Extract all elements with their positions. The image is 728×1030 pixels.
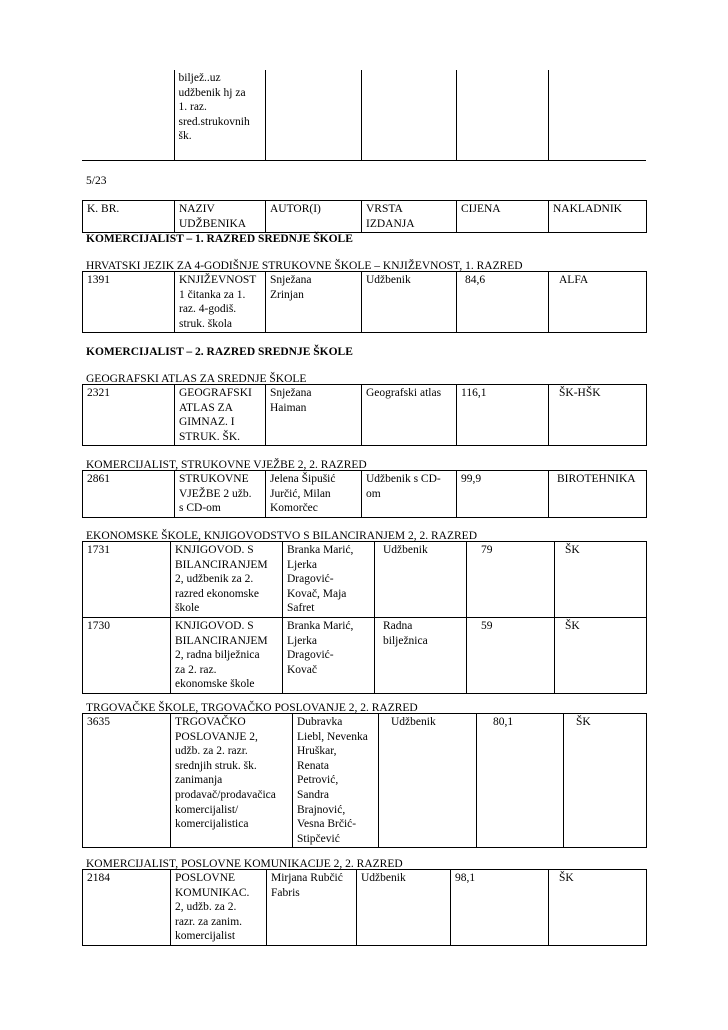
table-row: [83, 714, 647, 848]
header-table: [82, 200, 647, 233]
col-kbr: K. BR.: [83, 201, 175, 233]
cell-naziv: KNJIGOVOD. S BILANCIRANJEM 2, radna bilježnica za 2. raz. ekonomske škole: [171, 617, 283, 693]
cell-naziv: POSLOVNE KOMUNIKAC. 2, udžb. za 2. razr. za zanim. komercijalist: [171, 870, 267, 946]
cell-cijena: 79: [467, 542, 555, 618]
section-title: KOMERCIJALIST, POSLOVNE KOMUNIKACIJE 2, 2. RAZRED: [86, 858, 403, 870]
table-row: [82, 70, 646, 160]
header-row: [83, 201, 647, 233]
cell-autor: Snježana Haiman: [266, 385, 362, 446]
cell-nakladnik: ŠK-HŠK: [549, 385, 647, 446]
cell-cijena: 99,9: [457, 471, 549, 518]
cell-kbr: 1391: [83, 272, 175, 333]
section-title: KOMERCIJALIST – 1. RAZRED SREDNJE ŠKOLE: [86, 233, 353, 245]
cell-cijena: 116,1: [457, 385, 549, 446]
cell-nakladnik: ŠK: [555, 542, 647, 618]
cell-naziv: STRUKOVNE VJEŽBE 2 užb. s CD-om: [175, 471, 266, 518]
col-cijena: CIJENA: [457, 201, 549, 233]
cell-kbr: 1730: [83, 617, 171, 693]
col-vrsta: VRSTA IZDANJA: [362, 201, 457, 233]
section-title: HRVATSKI JEZIK ZA 4-GODIŠNJE STRUKOVNE ŠKOLE – KNJIŽEVNOST, 1. RAZRED: [86, 260, 523, 272]
cell-naziv: KNJIGOVOD. S BILANCIRANJEM 2, udžbenik za 2. razred ekonomske škole: [171, 542, 283, 618]
cell-naziv: TRGOVAČKO POSLOVANJE 2, udžb. za 2. razr. srednjih struk. šk. zanimanja prodavač/prodavačica komercijalist/ komercijalistica: [171, 714, 293, 848]
cell-cijena: 84,6: [457, 272, 549, 333]
table-row: [83, 272, 647, 333]
cell-autor: Branka Marić, Ljerka Dragović- Kovač, Maja Safret: [283, 542, 375, 618]
section-title: EKONOMSKE ŠKOLE, KNJIGOVODSTVO S BILANCIRANJEM 2, 2. RAZRED: [86, 530, 478, 542]
cell-vrsta: Radna bilježnica: [375, 617, 467, 693]
cell-autor: Jelena Šipušić Jurčić, Milan Komorčec: [266, 471, 362, 518]
table-row: [83, 870, 647, 946]
cell-nakladnik: ALFA: [549, 272, 647, 333]
cell-vrsta: Udžbenik s CD- om: [362, 471, 457, 518]
page-ref: 5/23: [86, 175, 107, 187]
cell-nakladnik: ŠK: [549, 870, 647, 946]
section-title: KOMERCIJALIST – 2. RAZRED SREDNJE ŠKOLE: [86, 346, 353, 358]
cell-autor: Dubravka Liebl, Nevenka Hruškar, Renata Petrović, Sandra Brajnović, Vesna Brčić- Stipčević: [293, 714, 379, 848]
section-title: KOMERCIJALIST, STRUKOVNE VJEŽBE 2, 2. RAZRED: [86, 459, 367, 471]
cell-vrsta: Udžbenik: [357, 870, 451, 946]
table-row: [83, 385, 647, 446]
cell-autor: Mirjana Rubčić Fabris: [267, 870, 357, 946]
table-row: [83, 617, 647, 693]
book-table: [82, 470, 647, 518]
book-table: [82, 869, 647, 946]
book-table: [82, 713, 647, 848]
cell-vrsta: Geografski atlas: [362, 385, 457, 446]
table-row: [83, 471, 647, 518]
cell-naziv: biljež..uz udžbenik hj za 1. raz. sred.strukovnih šk.: [174, 70, 265, 160]
table-row: [83, 542, 647, 618]
col-autor: AUTOR(I): [266, 201, 362, 233]
cell-nakladnik: ŠK: [555, 617, 647, 693]
cell-kbr: 2184: [83, 870, 171, 946]
top-fragment-table: [82, 70, 646, 161]
cell-cijena: 59: [467, 617, 555, 693]
cell-autor: Branka Marić, Ljerka Dragović- Kovač: [283, 617, 375, 693]
cell-kbr: 2321: [83, 385, 175, 446]
cell-vrsta: Udžbenik: [375, 542, 467, 618]
cell-kbr: 2861: [83, 471, 175, 518]
section-title: GEOGRAFSKI ATLAS ZA SREDNJE ŠKOLE: [86, 373, 307, 385]
cell-nakladnik: BIROTEHNIKA: [549, 471, 647, 518]
col-nakladnik: NAKLADNIK: [549, 201, 647, 233]
cell-kbr: 1731: [83, 542, 171, 618]
book-table: [82, 384, 647, 446]
col-naziv: NAZIV UDŽBENIKA: [175, 201, 266, 233]
cell-cijena: 98,1: [451, 870, 549, 946]
cell-kbr: 3635: [83, 714, 171, 848]
cell-nakladnik: ŠK: [564, 714, 647, 848]
cell-naziv: GEOGRAFSKI ATLAS ZA GIMNAZ. I STRUK. ŠK.: [175, 385, 266, 446]
cell-cijena: 80,1: [477, 714, 564, 848]
cell-vrsta: Udžbenik: [362, 272, 457, 333]
cell-vrsta: Udžbenik: [379, 714, 477, 848]
book-table: [82, 541, 647, 694]
cell-naziv: KNJIŽEVNOST 1 čitanka za 1. raz. 4-godiš. struk. škola: [175, 272, 266, 333]
book-table: [82, 271, 647, 333]
cell-autor: Snježana Zrinjan: [266, 272, 362, 333]
section-title: TRGOVAČKE ŠKOLE, TRGOVAČKO POSLOVANJE 2, 2. RAZRED: [86, 702, 418, 714]
